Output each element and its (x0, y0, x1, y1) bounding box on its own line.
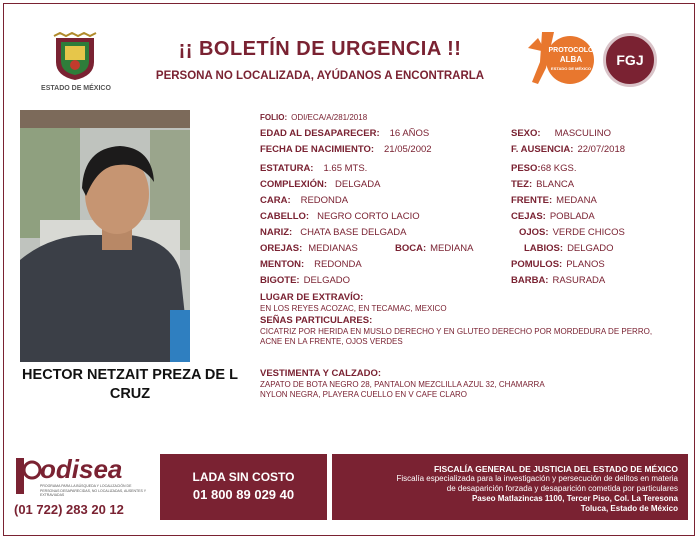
complexion-value: DELGADA (335, 179, 381, 190)
lugar-value: EN LOS REYES ACOZAC, EN TECAMAC, MEXICO (260, 304, 447, 313)
lugar-label: LUGAR DE EXTRAVÍO: (260, 292, 364, 303)
nariz-label: NARIZ: (260, 227, 293, 238)
ausencia-value: 22/07/2018 (577, 144, 626, 155)
cara-value: REDONDA (300, 195, 349, 206)
field-tez (511, 179, 574, 190)
field-peso (511, 163, 576, 174)
fiscalia-block (332, 454, 688, 520)
menton-label: MENTON: (260, 259, 305, 270)
barba-value: RASURADA (552, 275, 606, 286)
fiscalia-line1: Fiscalía especializada para la investigación y persecución de delitos en materia (396, 474, 678, 483)
vestimenta-value-line2: NYLON NEGRA, PLAYERA CUELLO EN V CAFE CLARO (260, 390, 468, 399)
field-vestimenta-label (260, 368, 381, 379)
field-nacimiento (260, 144, 432, 155)
labios-value: DELGADO (567, 243, 614, 254)
tez-value: BLANCA (536, 179, 575, 190)
estatura-value: 1.65 MTS. (323, 163, 368, 174)
field-labios (524, 243, 614, 254)
senas-value-line2: ACNE EN LA FRENTE, OJOS VERDES (260, 337, 403, 346)
sexo-value: MASCULINO (554, 128, 612, 139)
fiscalia-address: Paseo Matlazincas 1100, Tercer Piso, Col. La Teresona (471, 494, 678, 503)
estatura-label: ESTATURA: (260, 163, 314, 174)
edad-label: EDAD AL DESAPARECER: (260, 128, 380, 139)
orejas-label: OREJAS: (260, 243, 303, 254)
peso-value: 68 KGS. (540, 163, 577, 174)
folio-value: ODI/ECA/A/281/2018 (291, 113, 368, 122)
bigote-label: BIGOTE: (260, 275, 300, 286)
field-edad (260, 128, 429, 139)
odisea-phone: (01 722) 283 20 12 (14, 502, 124, 517)
field-cara (260, 195, 348, 206)
cabello-value: NEGRO CORTO LACIO (317, 211, 420, 222)
sexo-label: SEXO: (511, 128, 541, 139)
boca-label: BOCA: (395, 243, 427, 254)
barba-label: BARBA: (511, 275, 549, 286)
vestimenta-value-line1: ZAPATO DE BOTA NEGRO 28, PANTALON MEZCLILLA AZUL 32, CHAMARRA (260, 380, 545, 389)
frente-label: FRENTE: (511, 195, 553, 206)
lada-phone: 01 800 89 029 40 (192, 487, 295, 502)
senas-label: SEÑAS PARTICULARES: (260, 315, 373, 326)
field-sexo (511, 128, 611, 139)
fiscalia-title: FISCALÍA GENERAL DE JUSTICIA DEL ESTADO DE MÉXICO (433, 464, 678, 474)
lada-title: LADA SIN COSTO (192, 470, 295, 484)
cejas-value: POBLADA (549, 211, 595, 222)
field-orejas (260, 243, 358, 254)
state-label: ESTADO DE MÉXICO (41, 85, 111, 92)
field-cabello (260, 211, 420, 222)
ausencia-label: F. AUSENCIA: (511, 144, 574, 155)
protocolo-alba-logo (524, 28, 596, 90)
boca-value: MEDIANA (430, 243, 474, 254)
page-title: ¡¡ BOLETÍN DE URGENCIA !! (178, 38, 462, 60)
lada-block (160, 454, 327, 520)
cejas-label: CEJAS: (511, 211, 546, 222)
complexion-label: COMPLEXIÓN: (260, 179, 328, 190)
footer (10, 454, 690, 522)
pomulos-value: PLANOS (566, 259, 605, 270)
field-senas-label (260, 315, 372, 326)
field-cejas (511, 211, 595, 222)
alba-line3: ESTADO DE MÉXICO (551, 66, 591, 71)
field-ojos (519, 227, 625, 238)
vestimenta-label: VESTIMENTA Y CALZADO: (260, 368, 382, 379)
fgj-logo: FGJ (603, 33, 657, 87)
field-nariz (260, 227, 407, 238)
field-bigote (260, 275, 350, 286)
missing-person-photo (20, 110, 190, 362)
cabello-label: CABELLO: (260, 211, 310, 222)
orejas-value: MEDIANAS (308, 243, 358, 254)
estado-de-mexico-emblem (50, 32, 100, 82)
alba-line2: ALBA (559, 55, 583, 64)
field-frente (511, 195, 597, 206)
field-folio (260, 113, 367, 122)
ojos-value: VERDE CHICOS (552, 227, 625, 238)
cara-label: CARA: (260, 195, 291, 206)
edad-value: 16 AÑOS (389, 128, 430, 139)
nariz-value: CHATA BASE DELGADA (300, 227, 407, 238)
field-menton (260, 259, 362, 270)
field-boca (395, 243, 473, 254)
tez-label: TEZ: (511, 179, 533, 190)
odisea-pin-icon (12, 456, 42, 496)
nacimiento-label: FECHA DE NACIMIENTO: (260, 144, 374, 155)
field-complexion (260, 179, 380, 190)
fiscalia-line2: de desaparición forzada y desaparición cometida por particulares (446, 484, 678, 493)
fiscalia-city: Toluca, Estado de México (580, 504, 678, 513)
page-subtitle: PERSONA NO LOCALIZADA, AYÚDANOS A ENCONTRARLA (155, 70, 485, 82)
odisea-logo-text: odisea (40, 454, 123, 484)
odisea-description: PROGRAMA PARA LA BÚSQUEDA Y LOCALIZACIÓN DE PERSONAS DESAPARECIDAS, NO LOCALIZADAS, AUSENTES Y EXTRAVIADAS (40, 484, 147, 497)
field-ausencia (511, 144, 625, 155)
person-name: HECTOR NETZAIT PREZA DE L CRUZ (22, 367, 238, 402)
ojos-label: OJOS: (519, 227, 549, 238)
menton-value: REDONDA (314, 259, 362, 270)
person-photo-image (20, 110, 190, 362)
field-barba (511, 275, 605, 286)
odisea-block (10, 454, 153, 520)
senas-value-line1: CICATRIZ POR HERIDA EN MUSLO DERECHO Y EN GLUTEO DERECHO POR MORDEDURA DE PERRO, (260, 327, 653, 336)
frente-value: MEDANA (556, 195, 597, 206)
field-estatura (260, 163, 367, 174)
labios-label: LABIOS: (524, 243, 564, 254)
field-pomulos (511, 259, 605, 270)
field-lugar-label (260, 292, 363, 303)
folio-label: FOLIO: (260, 113, 288, 122)
alba-line1: PROTOCOLO (548, 47, 594, 54)
pomulos-label: POMULOS: (511, 259, 563, 270)
peso-label: PESO: (511, 163, 541, 174)
bigote-value: DELGADO (303, 275, 351, 286)
nacimiento-value: 21/05/2002 (384, 144, 432, 155)
